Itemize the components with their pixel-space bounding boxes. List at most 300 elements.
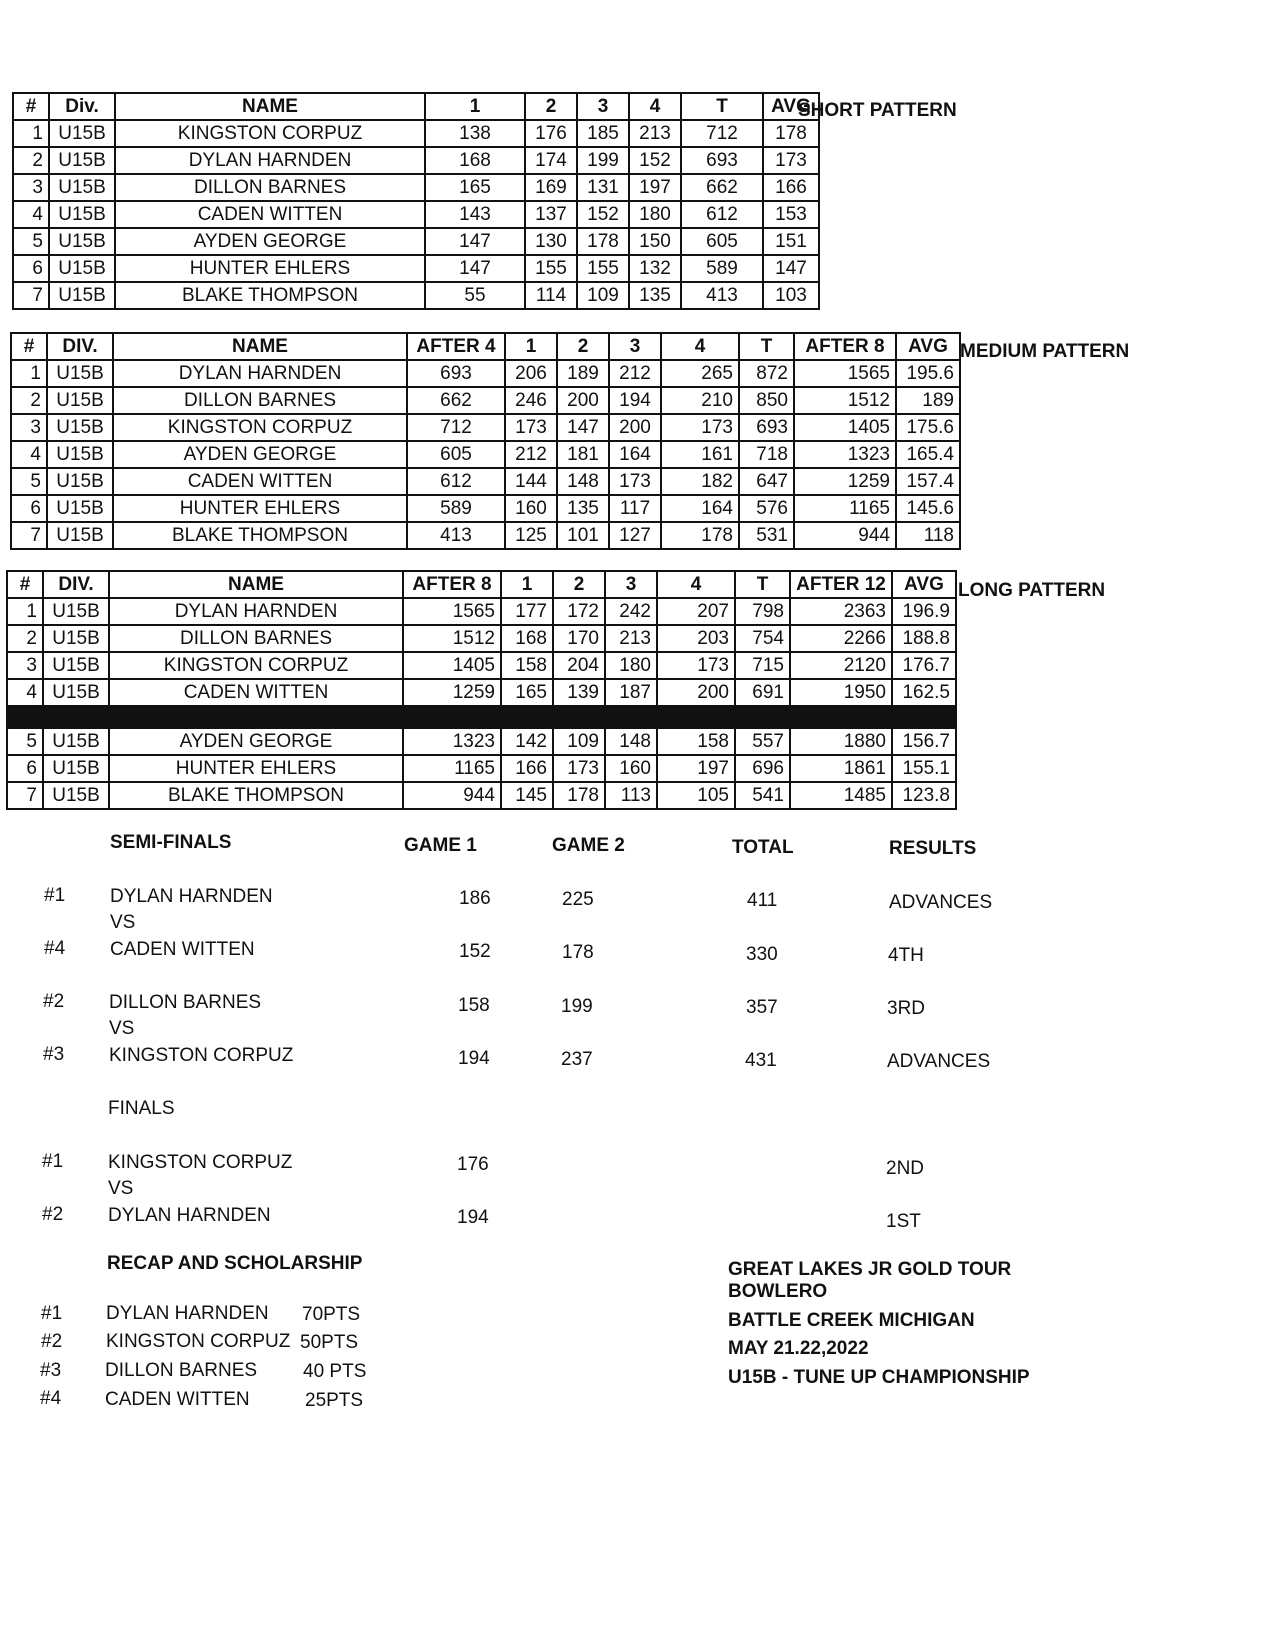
table-cell: 206	[505, 360, 557, 387]
table-row	[13, 147, 819, 174]
table-cell: 173	[553, 755, 605, 782]
table-cell: 173	[763, 147, 819, 174]
table-cell: U15B	[49, 282, 115, 309]
total-score: 431	[745, 1050, 777, 1071]
table-cell: 164	[609, 441, 661, 468]
table-cell: 165.4	[896, 441, 960, 468]
table-cell: 605	[681, 228, 763, 255]
table-cell: 1259	[794, 468, 896, 495]
player-name: CADEN WITTEN	[110, 939, 255, 960]
table-cell: 137	[525, 201, 577, 228]
table-cell: 135	[557, 495, 609, 522]
table-cell: 200	[657, 679, 735, 706]
table-cell: 212	[609, 360, 661, 387]
column-header: 4	[661, 333, 739, 360]
table-row	[7, 755, 956, 782]
table-cell: 182	[661, 468, 739, 495]
table-cell: DYLAN HARNDEN	[109, 598, 403, 625]
table-cell: 158	[657, 728, 735, 755]
table-cell: U15B	[43, 625, 109, 652]
table-cell: 118	[896, 522, 960, 549]
table-cell: U15B	[43, 782, 109, 809]
column-header: AFTER 8	[794, 333, 896, 360]
table-cell: 176	[525, 120, 577, 147]
vs-label: VS	[109, 1018, 135, 1039]
table-row	[13, 201, 819, 228]
table-cell: 161	[661, 441, 739, 468]
vs-label: VS	[110, 912, 136, 933]
table-cell: 2266	[790, 625, 892, 652]
table-cell: 142	[501, 728, 553, 755]
column-header: #	[13, 93, 49, 120]
game2-score: 178	[562, 942, 594, 963]
table-cell: BLAKE THOMPSON	[109, 782, 403, 809]
table-cell: 125	[505, 522, 557, 549]
game1-header: GAME 1	[404, 835, 477, 856]
table-cell: HUNTER EHLERS	[109, 755, 403, 782]
table-cell: U15B	[49, 147, 115, 174]
table-cell: 944	[794, 522, 896, 549]
table-cell: 165	[425, 174, 525, 201]
table-cell: 180	[605, 652, 657, 679]
table-cell: 207	[657, 598, 735, 625]
header-row	[13, 93, 819, 120]
table-row	[7, 728, 956, 755]
table-row	[7, 598, 956, 625]
table-cell: 246	[505, 387, 557, 414]
total-header: TOTAL	[732, 837, 794, 858]
table-cell: 212	[505, 441, 557, 468]
player-name: KINGSTON CORPUZ	[106, 1331, 291, 1352]
table-cell: 103	[763, 282, 819, 309]
table-cell: 7	[7, 782, 43, 809]
column-header: 2	[553, 571, 605, 598]
cut-line-divider	[7, 706, 956, 728]
table-cell: 162.5	[892, 679, 956, 706]
table-cell: DILLON BARNES	[113, 387, 407, 414]
column-header: DIV.	[47, 333, 113, 360]
table-cell: 715	[735, 652, 790, 679]
table-cell: 166	[763, 174, 819, 201]
table-cell: 944	[403, 782, 501, 809]
table-cell: 2120	[790, 652, 892, 679]
table-cell: 139	[553, 679, 605, 706]
table-cell: 200	[609, 414, 661, 441]
table-cell: 145.6	[896, 495, 960, 522]
table-cell: U15B	[43, 728, 109, 755]
table-cell: 850	[739, 387, 794, 414]
recap-heading: RECAP AND SCHOLARSHIP	[107, 1253, 363, 1274]
column-header: 3	[609, 333, 661, 360]
seed: #2	[41, 1331, 63, 1352]
table-cell: 130	[525, 228, 577, 255]
table-row	[11, 468, 960, 495]
table-cell: 173	[609, 468, 661, 495]
table-cell: 1861	[790, 755, 892, 782]
player-name: KINGSTON CORPUZ	[109, 1045, 294, 1066]
table-cell: U15B	[47, 495, 113, 522]
game2-score: 199	[561, 996, 593, 1017]
table-cell: 5	[13, 228, 49, 255]
game1-score: 158	[458, 995, 490, 1016]
table-cell: 541	[735, 782, 790, 809]
table-cell: CADEN WITTEN	[109, 679, 403, 706]
table-cell: 210	[661, 387, 739, 414]
table-cell: 101	[557, 522, 609, 549]
table-cell: 1	[13, 120, 49, 147]
table-cell: 691	[735, 679, 790, 706]
table-cell: 173	[657, 652, 735, 679]
table-cell: 155	[525, 255, 577, 282]
result: 1ST	[886, 1211, 921, 1232]
table-cell: 173	[505, 414, 557, 441]
player-name: KINGSTON CORPUZ	[108, 1152, 293, 1173]
table-cell: 152	[577, 201, 629, 228]
result: 4TH	[888, 945, 924, 966]
table-cell: 189	[896, 387, 960, 414]
table-cell: 178	[763, 120, 819, 147]
table-cell: U15B	[47, 441, 113, 468]
table-cell: U15B	[43, 755, 109, 782]
table-cell: 132	[629, 255, 681, 282]
table-cell: U15B	[43, 679, 109, 706]
table-cell: 1565	[403, 598, 501, 625]
table-cell: 55	[425, 282, 525, 309]
column-header: NAME	[113, 333, 407, 360]
player-name: DYLAN HARNDEN	[110, 886, 273, 907]
table-cell: AYDEN GEORGE	[109, 728, 403, 755]
table-cell: 194	[609, 387, 661, 414]
table-cell: 589	[681, 255, 763, 282]
long-pattern-table	[6, 570, 957, 810]
total-score: 357	[746, 997, 778, 1018]
table-cell: 173	[661, 414, 739, 441]
vs-label: VS	[108, 1178, 134, 1199]
column-header: AFTER 8	[403, 571, 501, 598]
result: 2ND	[886, 1158, 925, 1179]
table-cell: 1950	[790, 679, 892, 706]
table-cell: 2363	[790, 598, 892, 625]
table-cell: 147	[425, 255, 525, 282]
event-date: MAY 21.22,2022	[728, 1338, 869, 1359]
short-pattern-title: SHORT PATTERN	[798, 100, 957, 121]
table-cell: 109	[577, 282, 629, 309]
medium-pattern-table	[10, 332, 961, 550]
column-header: T	[739, 333, 794, 360]
column-header: AVG	[763, 93, 819, 120]
table-cell: U15B	[47, 387, 113, 414]
table-row	[13, 174, 819, 201]
game2-score: 237	[561, 1049, 593, 1070]
game1-score: 176	[457, 1154, 489, 1175]
table-cell: 165	[501, 679, 553, 706]
table-cell: 557	[735, 728, 790, 755]
table-cell: 188.8	[892, 625, 956, 652]
table-cell: 712	[407, 414, 505, 441]
table-cell: 117	[609, 495, 661, 522]
table-cell: DYLAN HARNDEN	[115, 147, 425, 174]
table-cell: 113	[605, 782, 657, 809]
game1-score: 194	[457, 1207, 489, 1228]
game2-header: GAME 2	[552, 835, 625, 856]
table-cell: AYDEN GEORGE	[115, 228, 425, 255]
medium-pattern-title: MEDIUM PATTERN	[960, 341, 1130, 362]
table-cell: BLAKE THOMPSON	[113, 522, 407, 549]
table-cell: 6	[7, 755, 43, 782]
table-row	[11, 495, 960, 522]
table-cell: 199	[577, 147, 629, 174]
result: 3RD	[887, 998, 926, 1019]
table-cell: 265	[661, 360, 739, 387]
table-cell: 242	[605, 598, 657, 625]
table-cell: U15B	[49, 174, 115, 201]
player-name: DILLON BARNES	[105, 1360, 258, 1381]
table-row	[11, 387, 960, 414]
player-name: DYLAN HARNDEN	[106, 1303, 269, 1324]
table-cell: 3	[13, 174, 49, 201]
table-cell: 1880	[790, 728, 892, 755]
table-cell: 196.9	[892, 598, 956, 625]
column-header: 1	[425, 93, 525, 120]
table-cell: 1512	[403, 625, 501, 652]
column-header: T	[735, 571, 790, 598]
seed: #1	[41, 1303, 63, 1324]
table-cell: 176.7	[892, 652, 956, 679]
table-cell: 195.6	[896, 360, 960, 387]
table-row	[7, 652, 956, 679]
table-cell: 200	[557, 387, 609, 414]
table-cell: 168	[501, 625, 553, 652]
column-header: AFTER 4	[407, 333, 505, 360]
table-cell: 135	[629, 282, 681, 309]
event-title: U15B - TUNE UP CHAMPIONSHIP	[728, 1367, 1030, 1388]
column-header: AFTER 12	[790, 571, 892, 598]
table-cell: U15B	[43, 598, 109, 625]
table-cell: 169	[525, 174, 577, 201]
table-cell: 589	[407, 495, 505, 522]
table-cell: 109	[553, 728, 605, 755]
column-header: NAME	[115, 93, 425, 120]
column-header: AVG	[896, 333, 960, 360]
player-name: CADEN WITTEN	[105, 1389, 250, 1410]
table-cell: 2	[7, 625, 43, 652]
table-cell: 172	[553, 598, 605, 625]
table-cell: 1512	[794, 387, 896, 414]
table-row	[7, 625, 956, 652]
column-header: #	[7, 571, 43, 598]
table-cell: 3	[11, 414, 47, 441]
table-cell: U15B	[47, 468, 113, 495]
column-header: 3	[605, 571, 657, 598]
table-cell: 123.8	[892, 782, 956, 809]
table-cell: 6	[13, 255, 49, 282]
table-cell: 213	[605, 625, 657, 652]
total-score: 411	[747, 890, 778, 911]
table-cell: 178	[577, 228, 629, 255]
table-cell: 155	[577, 255, 629, 282]
column-header: #	[11, 333, 47, 360]
table-cell: 164	[661, 495, 739, 522]
column-header: Div.	[49, 93, 115, 120]
total-score: 330	[746, 944, 778, 965]
table-cell: 181	[557, 441, 609, 468]
table-cell: 4	[13, 201, 49, 228]
table-cell: U15B	[47, 414, 113, 441]
semis-heading: SEMI-FINALS	[110, 832, 232, 853]
table-cell: 174	[525, 147, 577, 174]
column-header: 2	[557, 333, 609, 360]
table-cell: 1323	[794, 441, 896, 468]
table-cell: 7	[13, 282, 49, 309]
player-name: DYLAN HARNDEN	[108, 1205, 271, 1226]
table-cell: 612	[407, 468, 505, 495]
table-cell: U15B	[49, 255, 115, 282]
table-cell: 127	[609, 522, 661, 549]
table-row	[11, 414, 960, 441]
table-cell: 605	[407, 441, 505, 468]
table-cell: 187	[605, 679, 657, 706]
table-cell: 143	[425, 201, 525, 228]
column-header: 1	[505, 333, 557, 360]
table-cell: 3	[7, 652, 43, 679]
table-cell: 131	[577, 174, 629, 201]
table-cell: U15B	[43, 652, 109, 679]
table-cell: 204	[553, 652, 605, 679]
table-cell: CADEN WITTEN	[115, 201, 425, 228]
table-cell: 197	[657, 755, 735, 782]
long-pattern-title: LONG PATTERN	[958, 580, 1106, 601]
event-tour: GREAT LAKES JR GOLD TOUR	[728, 1259, 1012, 1280]
table-cell: 170	[553, 625, 605, 652]
table-cell: U15B	[49, 120, 115, 147]
column-header: 3	[577, 93, 629, 120]
table-row	[11, 522, 960, 549]
table-cell: KINGSTON CORPUZ	[115, 120, 425, 147]
column-header: 4	[657, 571, 735, 598]
table-cell: U15B	[49, 228, 115, 255]
column-header: NAME	[109, 571, 403, 598]
table-cell: 6	[11, 495, 47, 522]
table-row	[13, 228, 819, 255]
seed: #3	[43, 1044, 65, 1065]
table-row	[7, 782, 956, 809]
game1-score: 194	[458, 1048, 490, 1069]
finals-heading: FINALS	[108, 1098, 175, 1119]
table-cell: KINGSTON CORPUZ	[113, 414, 407, 441]
table-cell: 155.1	[892, 755, 956, 782]
table-cell: 1165	[403, 755, 501, 782]
table-cell: 189	[557, 360, 609, 387]
points: 50PTS	[300, 1332, 359, 1353]
table-cell: 696	[735, 755, 790, 782]
table-cell: 7	[11, 522, 47, 549]
header-row	[11, 333, 960, 360]
table-cell: 4	[7, 679, 43, 706]
seed: #2	[43, 991, 65, 1012]
column-header: 1	[501, 571, 553, 598]
table-cell: 662	[407, 387, 505, 414]
points: 70PTS	[302, 1304, 361, 1325]
table-cell: 114	[525, 282, 577, 309]
table-row	[7, 679, 956, 706]
table-cell: KINGSTON CORPUZ	[109, 652, 403, 679]
table-cell: 754	[735, 625, 790, 652]
table-cell: 175.6	[896, 414, 960, 441]
table-cell: 160	[605, 755, 657, 782]
table-cell: 1	[7, 598, 43, 625]
results-header: RESULTS	[889, 838, 977, 859]
table-cell: 148	[605, 728, 657, 755]
column-header: 4	[629, 93, 681, 120]
table-cell: 147	[425, 228, 525, 255]
table-cell: 2	[13, 147, 49, 174]
table-cell: 166	[501, 755, 553, 782]
table-cell: AYDEN GEORGE	[113, 441, 407, 468]
table-cell: 1405	[794, 414, 896, 441]
seed: #1	[42, 1151, 64, 1172]
seed: #4	[44, 938, 66, 959]
table-cell: 1165	[794, 495, 896, 522]
result: ADVANCES	[887, 1051, 991, 1072]
table-cell: 1259	[403, 679, 501, 706]
table-cell: 178	[661, 522, 739, 549]
table-cell: 5	[7, 728, 43, 755]
table-cell: 718	[739, 441, 794, 468]
table-cell: 693	[681, 147, 763, 174]
table-cell: CADEN WITTEN	[113, 468, 407, 495]
table-cell: 144	[505, 468, 557, 495]
table-cell: 1405	[403, 652, 501, 679]
player-name: DILLON BARNES	[109, 992, 262, 1013]
table-cell: 413	[407, 522, 505, 549]
event-location: BATTLE CREEK MICHIGAN	[728, 1310, 975, 1331]
table-cell: 180	[629, 201, 681, 228]
table-cell: HUNTER EHLERS	[113, 495, 407, 522]
column-header: AVG	[892, 571, 956, 598]
game1-score: 152	[459, 941, 491, 962]
table-cell: 185	[577, 120, 629, 147]
table-cell: 152	[629, 147, 681, 174]
seed: #2	[42, 1204, 64, 1225]
table-row	[13, 255, 819, 282]
column-header: 2	[525, 93, 577, 120]
table-cell: DILLON BARNES	[109, 625, 403, 652]
table-cell: 145	[501, 782, 553, 809]
table-cell: 2	[11, 387, 47, 414]
table-cell: 1	[11, 360, 47, 387]
table-cell: HUNTER EHLERS	[115, 255, 425, 282]
table-cell: DYLAN HARNDEN	[113, 360, 407, 387]
table-cell: 213	[629, 120, 681, 147]
table-cell: 197	[629, 174, 681, 201]
table-cell: 693	[739, 414, 794, 441]
table-cell: 5	[11, 468, 47, 495]
table-cell: 168	[425, 147, 525, 174]
table-cell: 178	[553, 782, 605, 809]
table-cell: U15B	[49, 201, 115, 228]
table-cell: 872	[739, 360, 794, 387]
table-cell: 147	[763, 255, 819, 282]
table-row	[13, 282, 819, 309]
result: ADVANCES	[889, 892, 993, 913]
table-cell: 150	[629, 228, 681, 255]
table-cell: 531	[739, 522, 794, 549]
table-cell: 151	[763, 228, 819, 255]
event-venue: BOWLERO	[728, 1281, 828, 1302]
table-cell: 712	[681, 120, 763, 147]
short-pattern-table	[12, 92, 820, 310]
table-cell: 147	[557, 414, 609, 441]
